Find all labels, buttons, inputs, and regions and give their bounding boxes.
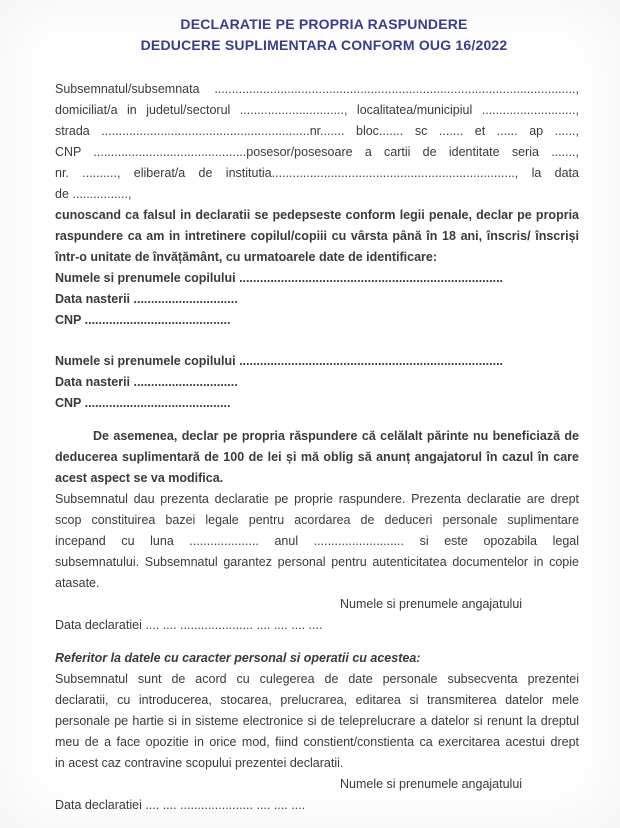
child-name-line: Numele si prenumele copilului ............................................................................ [55, 271, 504, 285]
declaration-date-line: Data declaratiei .... .... ..................... .... .... .... [55, 798, 306, 812]
legal-line: subsemnatului. Subsemnatul garantez personal pentru autenticitatea documentelor in copie [55, 555, 579, 569]
child-cnp-line: CNP .......................................... [55, 313, 231, 327]
other-parent-paragraph [55, 426, 579, 489]
child-cnp-line: CNP .......................................... [55, 396, 231, 410]
child-block-1 [55, 268, 579, 331]
child-block-2 [55, 351, 579, 414]
other-parent-line: De asemenea, declar pe propria răspundere că celălalt părinte nu beneficiază de [93, 429, 579, 443]
oath-line: raspundere ca am in intretinere copilul/copiii cu vârsta până în 18 ani, înscris/ înscriși [55, 229, 579, 243]
title-line-2: DEDUCERE SUPLIMENTARA CONFORM OUG 16/2022 [140, 37, 508, 53]
other-parent-line: deducerea suplimentară de 100 de lei și mă oblig să anunț angajatorul în cazul în care [55, 450, 579, 464]
gdpr-heading: Referitor la datele cu caracter personal si operatii cu acestea: [55, 651, 421, 665]
signature-block-1 [55, 594, 579, 636]
document-title [55, 14, 593, 56]
oath-line: cunoscand ca falsul in declaratii se pedepseste conform legii penale, declar pe propria [55, 208, 579, 222]
legal-line-start-month: incepand cu luna .................... anul .......................... si este opozabila legal [55, 534, 579, 548]
child-dob-line: Data nasterii .............................. [55, 375, 238, 389]
legal-paragraph [55, 489, 579, 594]
oath-line: într-o unitate de învățământ, cu urmatoarele date de identificare: [55, 250, 438, 264]
employee-name-label: Numele si prenumele angajatului [340, 597, 523, 611]
identity-line-name: Subsemnatul/subsemnata ........................................................................................................, [55, 82, 579, 96]
legal-line: scop constituirea bazei legale pentru acordarea de deduceri personale suplimentare [55, 513, 579, 527]
gdpr-line: declaratii, cu introducerea, stocarea, prelucrarea, editarea si transmiterea datelor mele [55, 693, 579, 707]
gdpr-line: Subsemnatul sunt de acord cu culegerea de date personale subsecventa prezentei [55, 672, 579, 686]
gdpr-section [55, 648, 579, 774]
oath-paragraph [55, 205, 579, 268]
gdpr-line: personale pe hartie si in sisteme electronice si de teleprelucrare a datelor si renunt la dreptul [55, 714, 579, 728]
gdpr-line: in acest caz contravine scopului prezentei declaratii. [55, 756, 344, 770]
title-line-1: DECLARATIE PE PROPRIA RASPUNDERE [180, 16, 468, 32]
identity-line-date: de ................, [55, 187, 132, 201]
child-name-line: Numele si prenumele copilului ............................................................................ [55, 354, 504, 368]
identity-line-domicile: domiciliat/a in judetul/sectorul .............................., localitatea/municipiul ..........................., [55, 103, 579, 117]
other-parent-line: acest aspect se va modifica. [55, 471, 224, 485]
child-dob-line: Data nasterii .............................. [55, 292, 238, 306]
identity-line-street: strada ............................................................nr....... bloc....... sc ....... et ...... ap ......, [55, 124, 579, 138]
legal-line: Subsemnatul dau prezenta declaratie pe proprie raspundere. Prezenta declaratie are drept [55, 492, 579, 506]
declaration-date-line: Data declaratiei .... .... ..................... .... .... .... .... [55, 618, 323, 632]
legal-line: atasate. [55, 576, 100, 590]
identity-section [55, 79, 579, 205]
identity-line-id-card: nr. .........., eliberat/a de institutia......................................................................, la data [55, 166, 579, 180]
identity-line-cnp: CNP ............................................posesor/posesoare a cartii de identitate seria ......., [55, 145, 579, 159]
employee-name-label: Numele si prenumele angajatului [340, 777, 523, 791]
signature-block-2 [55, 774, 579, 816]
gdpr-line: meu de a face opozitie in orice mod, fiind constient/constienta ca exercitarea acestui drept [55, 735, 579, 749]
